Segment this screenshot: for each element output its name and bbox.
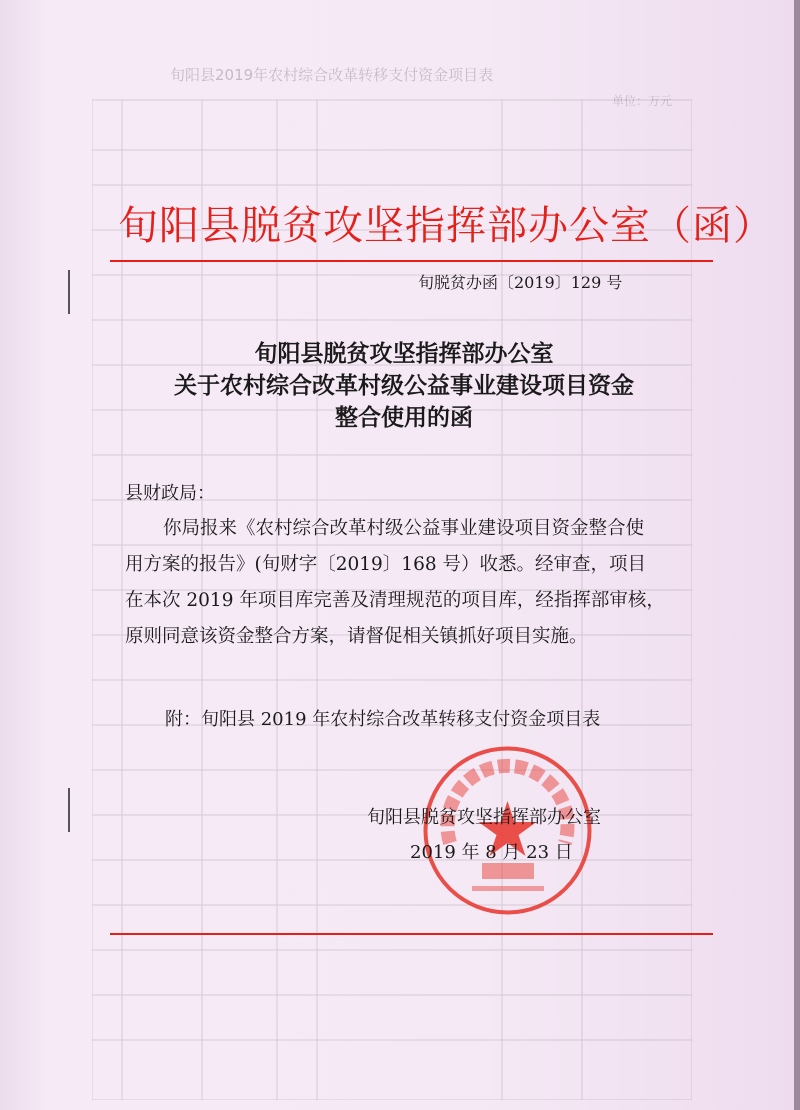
page-edge-shadow xyxy=(794,0,800,1110)
letterhead-rule-top xyxy=(110,260,713,262)
bleed-through-unit: 单位：万元 xyxy=(612,94,673,108)
heading-line-2: 关于农村综合改革村级公益事业建设项目资金 xyxy=(174,373,634,399)
body-line: 在本次 2019 年项目库完善及清理规范的项目库，经指挥部审核， xyxy=(125,590,665,611)
heading-line-1: 旬阳县脱贫攻坚指挥部办公室 xyxy=(254,341,554,367)
signer-name: 旬阳县脱贫攻坚指挥部办公室 xyxy=(367,807,601,828)
addressee: 县财政局： xyxy=(125,483,215,504)
official-red-seal-icon xyxy=(420,743,595,918)
letterhead-title: 旬阳县脱贫攻坚指挥部办公室（函） xyxy=(118,203,774,249)
document-heading xyxy=(120,338,688,434)
binding-mark-bottom xyxy=(68,788,70,832)
heading-line-3: 整合使用的函 xyxy=(335,405,473,431)
document-number: 旬脱贫办函〔2019〕129 号 xyxy=(418,273,623,292)
body-line: 用方案的报告》(旬财字〔2019〕168 号）收悉。经审查，项目 xyxy=(125,554,646,575)
issue-date: 2019 年 8 月 23 日 xyxy=(410,842,573,863)
body-line: 原则同意该资金整合方案，请督促相关镇抓好项目实施。 xyxy=(125,626,588,647)
bleed-through-title: 旬阳县2019年农村综合改革转移支付资金项目表 xyxy=(170,66,494,84)
footer-rule xyxy=(110,933,713,935)
binding-mark-top xyxy=(68,270,70,314)
attachment-note: 附：旬阳县 2019 年农村综合改革转移支付资金项目表 xyxy=(165,709,601,730)
body-paragraph xyxy=(125,511,685,655)
body-line: 你局报来《农村综合改革村级公益事业建设项目资金整合使 xyxy=(163,518,645,539)
